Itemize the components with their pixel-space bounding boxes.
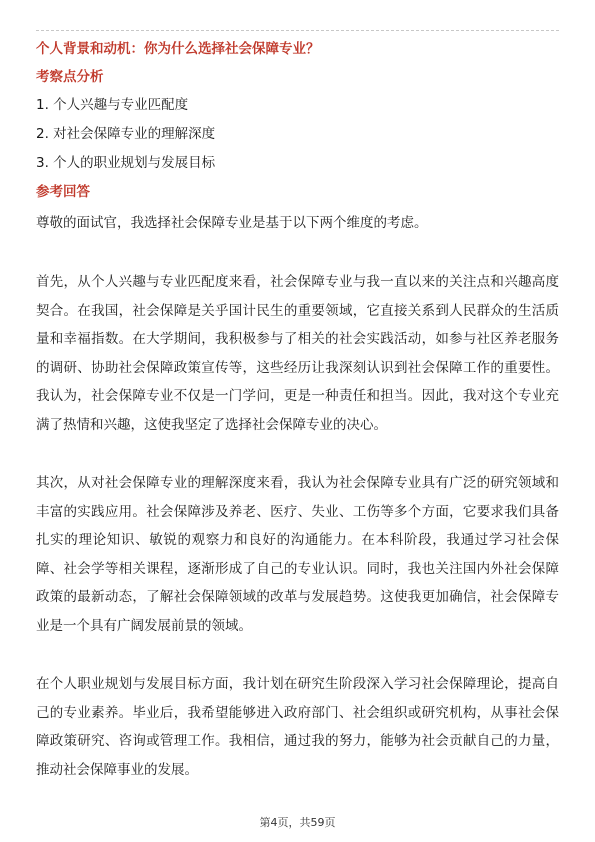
question-title: 个人背景和动机：你为什么选择社会保障专业？: [36, 41, 320, 57]
answer-paragraph-2: 其次，从对社会保障专业的理解深度来看，我认为社会保障专业具有广泛的研究领域和丰富的实践应用。社会保障涉及养老、医疗、失业、工伤等多个方面，它要求我们具备扎实的理论知识、敏锐的观察力和良好的沟通能力。在本科阶段，我通过学习社会保障、社会学等相关课程，逐渐形成了自己的专业认识。同时，我也关注国内外社会保障政策的最新动态，了解社会保障领域的改革与发展趋势。这使我更加确信，社会保障专业是一个具有广阔发展前景的领域。: [36, 475, 559, 634]
page-number-footer: 第4页，共59页: [259, 816, 336, 829]
answer-paragraph-intro: 尊敬的面试官，我选择社会保障专业是基于以下两个维度的考虑。: [36, 215, 428, 231]
top-divider: [36, 30, 559, 31]
answer-paragraph-1: 首先，从个人兴趣与专业匹配度来看，社会保障专业与我一直以来的关注点和兴趣高度契合。在我国，社会保障是关乎国计民生的重要领域，它直接关系到人民群众的生活质量和幸福指数。在大学期间，我积极参与了相关的社会实践活动，如参与社区养老服务的调研、协助社会保障政策宣传等，这些经历让我深刻认识到社会保障工作的重要性。我认为，社会保障专业不仅是一门学问，更是一种责任和担当。因此，我对这个专业充满了热情和兴趣，这使我坚定了选择社会保障专业的决心。: [36, 274, 559, 433]
analysis-heading: 考察点分析: [36, 69, 104, 85]
analysis-point-1: 1. 个人兴趣与专业匹配度: [36, 97, 189, 113]
analysis-point-2: 2. 对社会保障专业的理解深度: [36, 126, 216, 142]
analysis-point-3: 3. 个人的职业规划与发展目标: [36, 155, 216, 171]
answer-paragraph-3: 在个人职业规划与发展目标方面，我计划在研究生阶段深入学习社会保障理论，提高自己的专业素养。毕业后，我希望能够进入政府部门、社会组织或研究机构，从事社会保障政策研究、咨询或管理工作。我相信，通过我的努力，能够为社会贡献自己的力量，推动社会保障事业的发展。: [36, 676, 559, 778]
answer-heading: 参考回答: [36, 184, 90, 200]
